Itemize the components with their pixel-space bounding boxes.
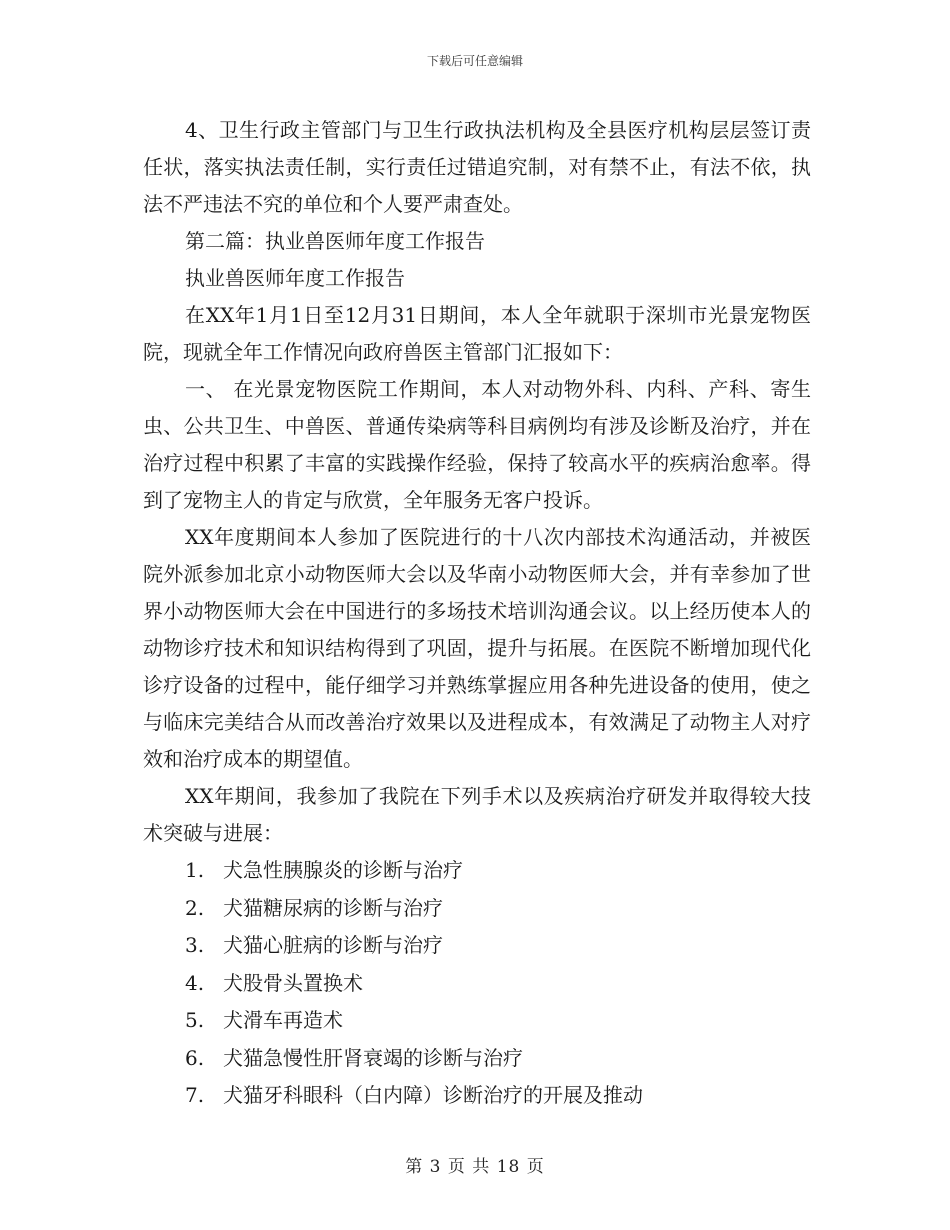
list-item-text: 犬猫糖尿病的诊断与治疗 <box>223 895 443 920</box>
achievement-list <box>143 852 811 1115</box>
section-title: 第二篇：执业兽医师年度工作报告 <box>185 229 485 253</box>
list-item-text: 犬猫牙科眼科（白内障）诊断治疗的开展及推动 <box>223 1083 643 1107</box>
list-item <box>143 890 811 928</box>
paragraph-intro: 在XX年1月1日至12月31日期间，本人全年就职于深圳市光景宠物医院，现就全年工作情况向政府兽医主管部门汇报如下： <box>143 303 811 364</box>
list-item-text: 犬滑车再造术 <box>223 1008 343 1032</box>
list-item-number: 2. <box>185 895 205 920</box>
list-item-text: 犬猫急慢性肝肾衰竭的诊断与治疗 <box>223 1045 523 1070</box>
list-item-text: 犬猫心脏病的诊断与治疗 <box>223 933 443 957</box>
paragraph-work-summary: 一、 在光景宠物医院工作期间，本人对动物外科、内科、产科、寄生虫、公共卫生、中兽医、普通传染病等科目病例均有涉及诊断及治疗，并在治疗过程中积累了丰富的实践操作经验，保持了较高水平的疾病治愈率。得到了宠物主人的肯定与欣赏，全年服务无客户投诉。 <box>143 377 811 512</box>
list-item <box>143 852 811 890</box>
paragraph-achievements-intro: XX年期间，我参加了我院在下列手术以及疾病治疗研发并取得较大技术突破与进展： <box>143 784 811 845</box>
list-item-number: 1. <box>185 858 205 882</box>
document-body <box>143 112 811 1115</box>
list-item <box>143 927 811 965</box>
list-item-number: 5. <box>185 1008 205 1032</box>
list-item <box>143 1077 811 1115</box>
list-item-number: 4. <box>185 970 205 995</box>
list-item <box>143 1002 811 1040</box>
list-item-number: 3. <box>185 933 205 957</box>
list-item <box>143 965 811 1003</box>
list-item-number: 6. <box>185 1045 205 1070</box>
list-item <box>143 1040 811 1078</box>
list-item-number: 7. <box>185 1083 205 1107</box>
paragraph-training: XX年度期间本人参加了医院进行的十八次内部技术沟通活动，并被医院外派参加北京小动物医师大会以及华南小动物医师大会，并有幸参加了世界小动物医师大会在中国进行的多场技术培训沟通会议。以上经历使本人的动物诊疗技术和知识结构得到了巩固，提升与拓展。在医院不断增加现代化诊疗设备的过程中，能仔细学习并熟练掌握应用各种先进设备的使用，使之与临床完美结合从而改善治疗效果以及进程成本，有效满足了动物主人对疗效和治疗成本的期望值。 <box>143 525 811 771</box>
page-header: 下载后可任意编辑 <box>426 54 523 68</box>
report-title: 执业兽医师年度工作报告 <box>185 266 405 290</box>
list-item-text: 犬急性胰腺炎的诊断与治疗 <box>223 858 463 882</box>
list-item-text: 犬股骨头置换术 <box>223 970 363 995</box>
paragraph-regulation: 4、卫生行政主管部门与卫生行政执法机构及全县医疗机构层层签订责任状，落实执法责任制，实行责任过错追究制，对有禁不止，有法不依，执法不严违法不究的单位和个人要严肃查处。 <box>143 118 811 216</box>
page-footer: 第 3 页 共 18 页 <box>405 1157 545 1177</box>
